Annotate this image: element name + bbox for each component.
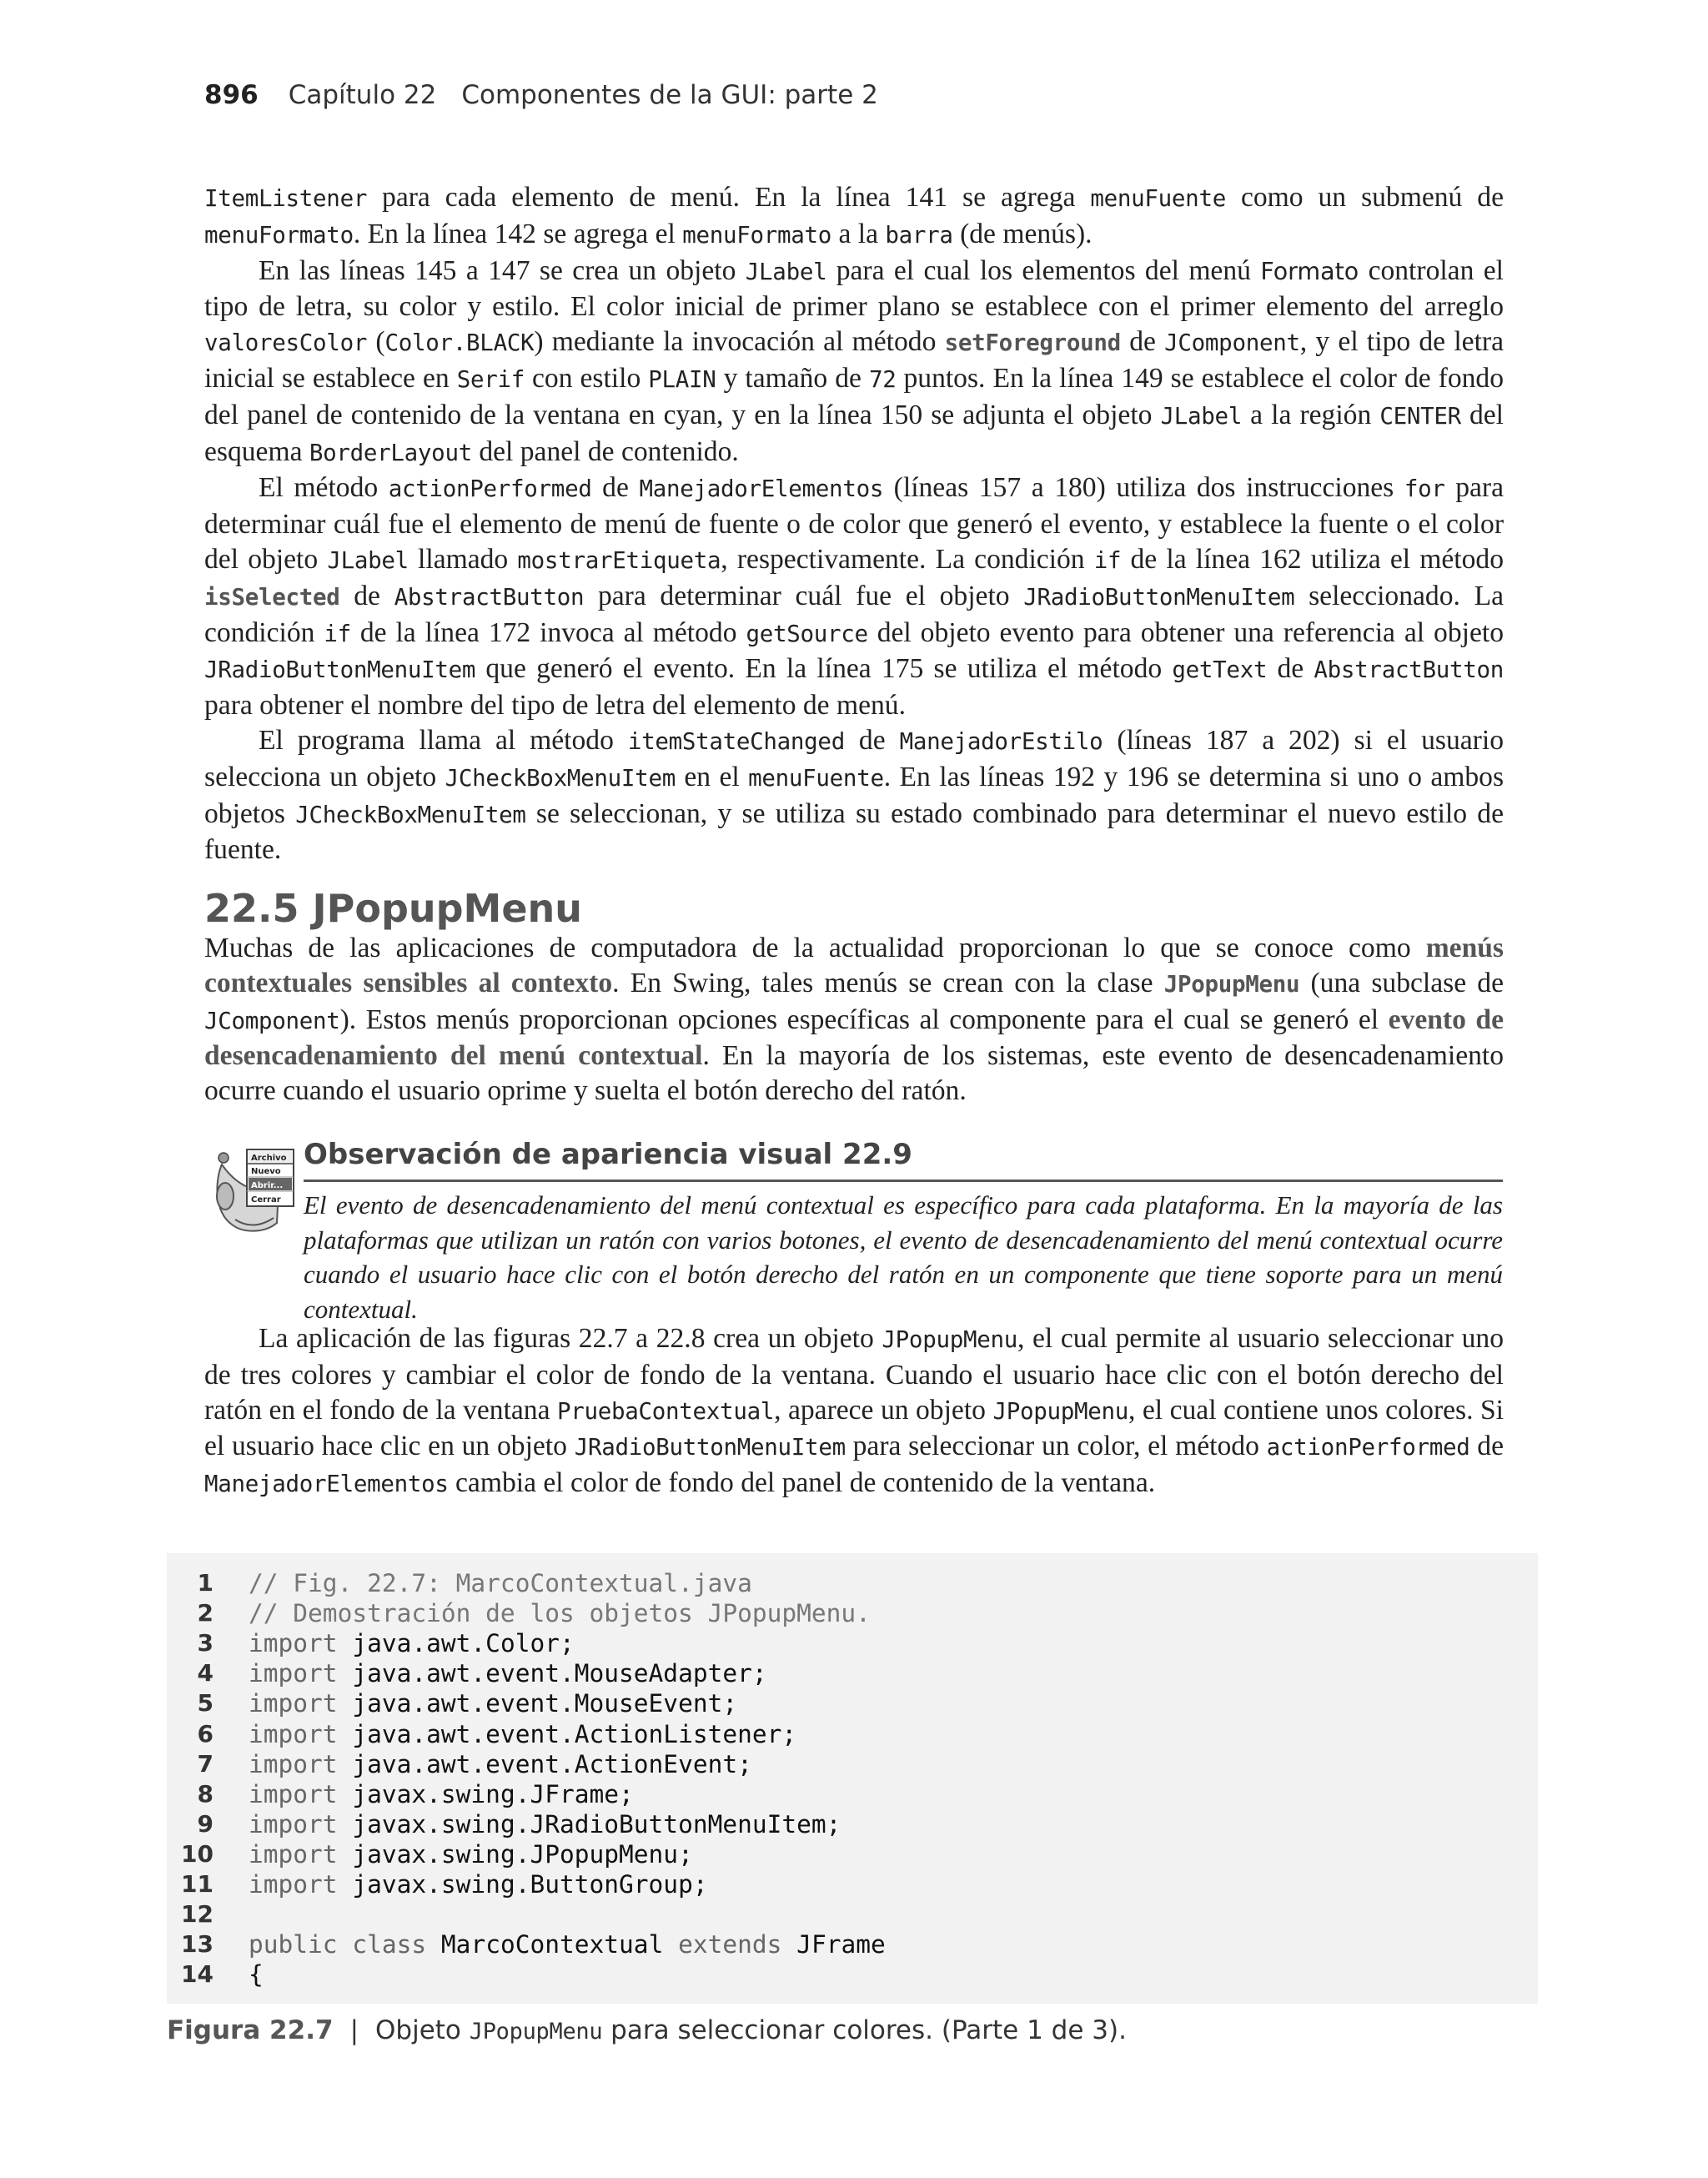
code-keyword: import xyxy=(249,1659,338,1688)
text-run: a la región xyxy=(1242,399,1380,430)
code-token: java.awt.Color; xyxy=(337,1629,575,1658)
text-run: en el xyxy=(675,761,749,792)
text-run: y tamaño de xyxy=(716,362,869,394)
inline-code: AbstractButton xyxy=(1314,656,1504,684)
code-comment: // Demostración de los objetos JPopupMenu. xyxy=(249,1599,871,1628)
text-run: cambia el color de fondo del panel de contenido de la ventana. xyxy=(448,1467,1156,1499)
text-run: de xyxy=(591,472,640,504)
paragraph xyxy=(204,931,1504,1109)
text-run: seleccionado. La condición xyxy=(204,580,1504,648)
text-run: de la línea 172 invoca al método xyxy=(350,616,746,648)
code-keyword: import xyxy=(249,1629,338,1658)
line-number: 8 xyxy=(197,1779,214,1808)
inline-code: actionPerformed xyxy=(388,475,592,503)
code-keyword: extends xyxy=(678,1930,782,1959)
text-run: El programa llama al método xyxy=(259,724,628,756)
text-run: de xyxy=(1120,326,1165,358)
code-token: { xyxy=(249,1960,264,1989)
ui-term: Formato xyxy=(1260,257,1359,285)
paragraph xyxy=(204,180,1504,254)
running-header xyxy=(204,80,878,110)
inline-code: JLabel xyxy=(1160,402,1243,430)
code-token: java.awt.event.MouseAdapter; xyxy=(337,1659,767,1688)
line-number: 12 xyxy=(181,1900,214,1929)
body-text-after-note xyxy=(204,1321,1504,1502)
inline-code: JPopupMenu xyxy=(992,1397,1129,1425)
text-run: ) mediante la invocación al método xyxy=(534,326,945,358)
text-run: del objeto evento para obtener una referencia al objeto xyxy=(867,616,1504,648)
inline-code-bold: setForeground xyxy=(944,329,1121,357)
icon-menu-label: Abrir... xyxy=(251,1181,284,1190)
inline-code: JCheckBoxMenuItem xyxy=(295,801,526,828)
line-number: 6 xyxy=(197,1719,214,1748)
code-token: javax.swing.ButtonGroup; xyxy=(337,1870,708,1899)
text-run: ). Estos menús proporcionan opciones específicas al componente para el cual se generó el xyxy=(339,1003,1389,1035)
code-text xyxy=(249,1779,634,1809)
figure-caption xyxy=(167,2015,1127,2045)
text-run: para determinar cuál fue el elemento de menú de fuente o de color que generó el evento, y establece la fuente o el color del objeto xyxy=(204,472,1504,575)
inline-code: barra xyxy=(885,221,953,249)
inline-code: getText xyxy=(1172,656,1268,684)
inline-code: JPopupMenu xyxy=(882,1326,1017,1353)
code-token: javax.swing.JRadioButtonMenuItem; xyxy=(337,1809,841,1838)
section-intro xyxy=(204,931,1504,1109)
text-run: como un submenú de xyxy=(1225,182,1504,213)
text-run: para cada elemento de menú. En la línea 141 se agrega xyxy=(367,182,1091,213)
paragraph xyxy=(204,470,1504,723)
code-keyword: import xyxy=(249,1719,338,1748)
gui-menu-icon xyxy=(207,1139,300,1240)
text-run: de xyxy=(339,580,394,611)
icon-menu-label: Archivo xyxy=(251,1154,287,1163)
line-number: 13 xyxy=(181,1930,214,1959)
code-text xyxy=(249,1688,737,1718)
icon-menu-label: Nuevo xyxy=(251,1167,281,1176)
code-keyword: import xyxy=(249,1689,338,1718)
caption-code: JPopupMenu xyxy=(469,2019,603,2045)
line-number: 14 xyxy=(181,1960,214,1989)
text-run: En las líneas 145 a 147 se crea un objeto xyxy=(259,254,746,286)
inline-code: JRadioButtonMenuItem xyxy=(204,656,476,684)
text-run: , el cual contiene unos colores. Si el usuario hace clic en un objeto xyxy=(204,1394,1505,1462)
text-run: para obtener el nombre del tipo de letra del elemento de menú. xyxy=(204,690,906,722)
code-text xyxy=(249,1809,841,1839)
inline-code: getSource xyxy=(746,620,868,647)
code-keyword: import xyxy=(249,1809,338,1838)
text-run: , aparece un objeto xyxy=(774,1394,993,1426)
body-text-top xyxy=(204,180,1504,868)
code-text xyxy=(249,1598,871,1628)
text-run: El método xyxy=(259,472,389,504)
inline-code: 72 xyxy=(868,365,897,393)
inline-code: ItemListener xyxy=(204,185,368,212)
line-number: 11 xyxy=(181,1870,214,1898)
key-term: menús contextuales sensibles al contexto xyxy=(204,933,1504,998)
code-token: java.awt.event.ActionListener; xyxy=(337,1719,797,1748)
line-number: 2 xyxy=(197,1599,214,1627)
inline-code: CENTER xyxy=(1379,402,1461,430)
icon-menu-label: Cerrar xyxy=(251,1195,281,1205)
inline-code: JComponent xyxy=(204,1007,340,1034)
code-keyword: import xyxy=(249,1870,338,1899)
paragraph xyxy=(204,1321,1504,1502)
inline-code: Color.BLACK xyxy=(384,329,535,357)
inline-code: BorderLayout xyxy=(309,439,472,466)
inline-code: JLabel xyxy=(327,546,409,574)
key-term: evento de desencadenamiento del menú contextual xyxy=(204,1003,1504,1072)
caption-separator: | xyxy=(349,2015,359,2045)
line-number: 3 xyxy=(197,1629,214,1657)
inline-code: valoresColor xyxy=(204,329,368,357)
text-run: La aplicación de las figuras 22.7 a 22.8 crea un objeto xyxy=(259,1323,882,1354)
line-number: 9 xyxy=(197,1809,214,1838)
line-number: 7 xyxy=(197,1749,214,1778)
inline-code: if xyxy=(324,620,351,647)
text-run: , el cual permite al usuario seleccionar uno de tres colores y cambiar el color de fondo de la ventana. Cuando el usuario hace clic con el botón derecho del ratón en el fondo de la ventana xyxy=(204,1323,1504,1426)
inline-code: JRadioButtonMenuItem xyxy=(574,1434,846,1461)
inline-code: menuFuente xyxy=(748,764,884,792)
code-text xyxy=(249,1869,708,1899)
code-token: java.awt.event.MouseEvent; xyxy=(337,1689,738,1718)
chapter-title: Componentes de la GUI: parte 2 xyxy=(461,80,878,110)
code-token: MarcoContextual xyxy=(426,1930,679,1959)
inline-code: menuFormato xyxy=(204,221,354,249)
figure-label: Figura 22.7 xyxy=(167,2015,334,2045)
code-text xyxy=(249,1628,575,1658)
text-run: (de menús). xyxy=(952,218,1093,249)
paragraph xyxy=(204,254,1504,471)
inline-code: PruebaContextual xyxy=(556,1397,775,1425)
code-comment: // Fig. 22.7: MarcoContextual.java xyxy=(249,1569,752,1597)
text-run: . En las líneas 192 y 196 se determina si uno o ambos objetos xyxy=(204,761,1505,829)
page-number: 896 xyxy=(204,80,259,110)
code-text xyxy=(249,1959,264,1989)
text-run: . En Swing, tales menús se crean con la clase xyxy=(612,967,1164,998)
inline-code: if xyxy=(1093,546,1122,574)
text-run: con estilo xyxy=(524,362,649,394)
caption-text-post: para seleccionar colores. (Parte 1 de 3). xyxy=(602,2015,1127,2045)
text-run: ( xyxy=(367,326,385,358)
inline-code: JRadioButtonMenuItem xyxy=(1023,583,1295,611)
text-run: (líneas 187 a 202) si el usuario selecciona un objeto xyxy=(204,724,1504,792)
text-run: de xyxy=(1267,653,1314,685)
text-run: para seleccionar un color, el método xyxy=(845,1431,1267,1462)
code-keyword: import xyxy=(249,1779,338,1808)
inline-code: menuFuente xyxy=(1090,185,1226,212)
text-run: de xyxy=(1469,1431,1504,1462)
inline-code: Serif xyxy=(456,365,525,393)
inline-code: JLabel xyxy=(745,258,827,285)
text-run: para el cual los elementos del menú xyxy=(826,254,1261,286)
text-run: Muchas de las aplicaciones de computadora de la actualidad proporcionan lo que se conoce como xyxy=(204,933,1426,963)
text-run: de xyxy=(844,724,900,756)
paragraph xyxy=(204,723,1504,868)
note-rule xyxy=(304,1180,1503,1182)
inline-code: JCheckBoxMenuItem xyxy=(445,764,676,792)
code-token: javax.swing.JFrame; xyxy=(337,1779,634,1808)
code-text xyxy=(249,1658,767,1688)
inline-code: for xyxy=(1404,475,1445,503)
code-token: JFrame xyxy=(781,1930,886,1959)
inline-code: mostrarEtiqueta xyxy=(517,546,721,574)
code-text xyxy=(249,1839,693,1869)
code-token: java.awt.event.ActionEvent; xyxy=(337,1749,752,1778)
line-number: 5 xyxy=(197,1689,214,1718)
text-run: , respectivamente. La condición xyxy=(721,543,1094,575)
text-run: del panel de contenido. xyxy=(471,435,739,467)
inline-code: AbstractButton xyxy=(394,583,585,611)
code-keyword: class xyxy=(352,1930,427,1959)
inline-code: ManejadorEstilo xyxy=(899,727,1103,755)
inline-code: PLAIN xyxy=(648,365,716,393)
section-title: 22.5 JPopupMenu xyxy=(204,886,583,931)
inline-code-bold: JPopupMenu xyxy=(1163,970,1300,998)
code-keyword: import xyxy=(249,1749,338,1778)
chapter-label: Capítulo 22 xyxy=(288,80,437,110)
text-run: controlan el tipo de letra, su color y estilo. El color inicial de primer plano se establece con el primer elemento del arreglo xyxy=(204,254,1504,323)
inline-code-bold: isSelected xyxy=(204,583,340,611)
text-run: llamado xyxy=(408,543,518,575)
text-run: puntos. En la línea 149 se establece el color de fondo del panel de contenido de la ventana en cyan, y en la línea 150 se adjunta el objeto xyxy=(204,362,1505,430)
text-run: se seleccionan, y se utiliza su estado combinado para determinar el nuevo estilo de fuente. xyxy=(204,797,1504,866)
caption-text-pre: Objeto xyxy=(375,2015,470,2045)
code-text xyxy=(249,1749,752,1779)
code-keyword: public xyxy=(249,1930,338,1959)
text-run: . En la mayoría de los sistemas, este evento de desencadenamiento ocurre cuando el usuario oprime y suelta el botón derecho del ratón. xyxy=(204,1040,1504,1107)
text-run: de la línea 162 utiliza el método xyxy=(1121,543,1505,575)
inline-code: menuFormato xyxy=(682,221,832,249)
line-number: 10 xyxy=(181,1839,214,1868)
note-title: Observación de apariencia visual 22.9 xyxy=(304,1138,912,1171)
code-listing xyxy=(167,1553,1538,2004)
inline-code: JComponent xyxy=(1164,329,1300,357)
text-run: del esquema xyxy=(204,399,1505,467)
line-number: 4 xyxy=(197,1659,214,1688)
code-text xyxy=(249,1568,752,1598)
text-run: a la xyxy=(831,218,886,249)
inline-code: ManejadorElementos xyxy=(204,1471,449,1498)
text-run: para determinar cuál fue el objeto xyxy=(584,580,1024,611)
code-token: javax.swing.JPopupMenu; xyxy=(337,1839,693,1869)
text-run: que generó el evento. En la línea 175 se utiliza el método xyxy=(475,653,1173,685)
inline-code: actionPerformed xyxy=(1266,1434,1470,1461)
line-number: 1 xyxy=(197,1569,214,1597)
text-run: . En la línea 142 se agrega el xyxy=(353,218,683,249)
note-text: El evento de desencadenamiento del menú contextual es específico para cada plataforma. En la mayoría de las plataformas que utilizan un ratón con varios botones, el evento de desencadenamiento del menú contextual ocurre cuando el usuario hace clic con el botón derecho del ratón en un componente que tiene soporte para un menú contextual. xyxy=(304,1190,1503,1324)
text-run: , y el tipo de letra inicial se establece en xyxy=(204,326,1504,394)
inline-code: itemStateChanged xyxy=(627,727,845,755)
code-token xyxy=(338,1930,353,1959)
text-run: (una subclase de xyxy=(1299,967,1505,998)
code-text xyxy=(249,1719,796,1749)
code-text xyxy=(249,1929,886,1959)
inline-code: ManejadorElementos xyxy=(639,475,884,503)
code-keyword: import xyxy=(249,1839,338,1869)
text-run: (líneas 157 a 180) utiliza dos instrucciones xyxy=(883,472,1404,504)
